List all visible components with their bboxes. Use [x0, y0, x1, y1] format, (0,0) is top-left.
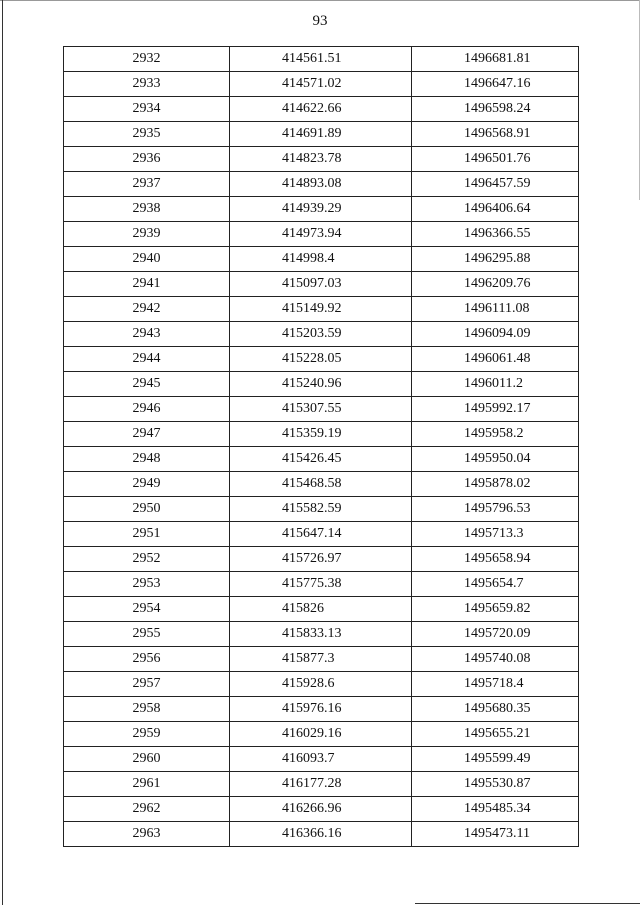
point-number-cell: 2959	[64, 722, 230, 747]
point-number-cell: 2937	[64, 172, 230, 197]
y-coordinate-cell: 1496681.81	[412, 47, 579, 72]
table-row	[64, 297, 579, 322]
table-row	[64, 597, 579, 622]
x-coordinate-cell: 415468.58	[230, 472, 412, 497]
x-coordinate-cell: 415426.45	[230, 447, 412, 472]
x-coordinate-cell: 415203.59	[230, 322, 412, 347]
y-coordinate-cell: 1496295.88	[412, 247, 579, 272]
coordinates-table-body	[64, 47, 579, 847]
table-row	[64, 672, 579, 697]
x-coordinate-cell: 415833.13	[230, 622, 412, 647]
y-coordinate-cell: 1495713.3	[412, 522, 579, 547]
table-row	[64, 622, 579, 647]
y-coordinate-cell: 1496568.91	[412, 122, 579, 147]
table-row	[64, 772, 579, 797]
point-number-cell: 2954	[64, 597, 230, 622]
table-row	[64, 47, 579, 72]
table-row	[64, 447, 579, 472]
y-coordinate-cell: 1496406.64	[412, 197, 579, 222]
y-coordinate-cell: 1495659.82	[412, 597, 579, 622]
x-coordinate-cell: 416177.28	[230, 772, 412, 797]
point-number-cell: 2933	[64, 72, 230, 97]
x-coordinate-cell: 414622.66	[230, 97, 412, 122]
table-row	[64, 497, 579, 522]
table-row	[64, 222, 579, 247]
x-coordinate-cell: 416029.16	[230, 722, 412, 747]
point-number-cell: 2943	[64, 322, 230, 347]
point-number-cell: 2948	[64, 447, 230, 472]
y-coordinate-cell: 1495654.7	[412, 572, 579, 597]
point-number-cell: 2961	[64, 772, 230, 797]
table-row	[64, 372, 579, 397]
x-coordinate-cell: 415307.55	[230, 397, 412, 422]
y-coordinate-cell: 1496011.2	[412, 372, 579, 397]
point-number-cell: 2962	[64, 797, 230, 822]
y-coordinate-cell: 1496094.09	[412, 322, 579, 347]
table-row	[64, 722, 579, 747]
point-number-cell: 2944	[64, 347, 230, 372]
x-coordinate-cell: 414571.02	[230, 72, 412, 97]
table-row	[64, 647, 579, 672]
point-number-cell: 2960	[64, 747, 230, 772]
point-number-cell: 2957	[64, 672, 230, 697]
y-coordinate-cell: 1496366.55	[412, 222, 579, 247]
table-row	[64, 247, 579, 272]
x-coordinate-cell: 415582.59	[230, 497, 412, 522]
x-coordinate-cell: 415647.14	[230, 522, 412, 547]
y-coordinate-cell: 1495655.21	[412, 722, 579, 747]
y-coordinate-cell: 1495485.34	[412, 797, 579, 822]
y-coordinate-cell: 1496457.59	[412, 172, 579, 197]
y-coordinate-cell: 1496598.24	[412, 97, 579, 122]
x-coordinate-cell: 414939.29	[230, 197, 412, 222]
x-coordinate-cell: 415826	[230, 597, 412, 622]
table-row	[64, 547, 579, 572]
table-row	[64, 347, 579, 372]
point-number-cell: 2952	[64, 547, 230, 572]
point-number-cell: 2958	[64, 697, 230, 722]
x-coordinate-cell: 415097.03	[230, 272, 412, 297]
y-coordinate-cell: 1495599.49	[412, 747, 579, 772]
table-row	[64, 822, 579, 847]
table-row	[64, 572, 579, 597]
y-coordinate-cell: 1495720.09	[412, 622, 579, 647]
y-coordinate-cell: 1495796.53	[412, 497, 579, 522]
point-number-cell: 2932	[64, 47, 230, 72]
point-number-cell: 2953	[64, 572, 230, 597]
point-number-cell: 2935	[64, 122, 230, 147]
table-row	[64, 522, 579, 547]
scan-edge-top	[0, 0, 640, 1]
point-number-cell: 2938	[64, 197, 230, 222]
y-coordinate-cell: 1496501.76	[412, 147, 579, 172]
y-coordinate-cell: 1495680.35	[412, 697, 579, 722]
y-coordinate-cell: 1495950.04	[412, 447, 579, 472]
point-number-cell: 2941	[64, 272, 230, 297]
point-number-cell: 2934	[64, 97, 230, 122]
x-coordinate-cell: 415240.96	[230, 372, 412, 397]
y-coordinate-cell: 1495473.11	[412, 822, 579, 847]
point-number-cell: 2949	[64, 472, 230, 497]
x-coordinate-cell: 414973.94	[230, 222, 412, 247]
x-coordinate-cell: 415976.16	[230, 697, 412, 722]
x-coordinate-cell: 414998.4	[230, 247, 412, 272]
x-coordinate-cell: 414893.08	[230, 172, 412, 197]
x-coordinate-cell: 414561.51	[230, 47, 412, 72]
table-row	[64, 322, 579, 347]
x-coordinate-cell: 416266.96	[230, 797, 412, 822]
x-coordinate-cell: 415149.92	[230, 297, 412, 322]
point-number-cell: 2950	[64, 497, 230, 522]
x-coordinate-cell: 415228.05	[230, 347, 412, 372]
point-number-cell: 2936	[64, 147, 230, 172]
x-coordinate-cell: 415359.19	[230, 422, 412, 447]
table-row	[64, 147, 579, 172]
table-row	[64, 72, 579, 97]
x-coordinate-cell: 415775.38	[230, 572, 412, 597]
x-coordinate-cell: 415877.3	[230, 647, 412, 672]
y-coordinate-cell: 1495658.94	[412, 547, 579, 572]
table-row	[64, 397, 579, 422]
y-coordinate-cell: 1496209.76	[412, 272, 579, 297]
table-row	[64, 197, 579, 222]
point-number-cell: 2945	[64, 372, 230, 397]
point-number-cell: 2939	[64, 222, 230, 247]
x-coordinate-cell: 415928.6	[230, 672, 412, 697]
table-row	[64, 472, 579, 497]
x-coordinate-cell: 414823.78	[230, 147, 412, 172]
table-row	[64, 422, 579, 447]
coordinates-table	[63, 46, 579, 847]
x-coordinate-cell: 416093.7	[230, 747, 412, 772]
table-row	[64, 172, 579, 197]
x-coordinate-cell: 415726.97	[230, 547, 412, 572]
y-coordinate-cell: 1496111.08	[412, 297, 579, 322]
point-number-cell: 2955	[64, 622, 230, 647]
table-row	[64, 272, 579, 297]
table-row	[64, 122, 579, 147]
point-number-cell: 2940	[64, 247, 230, 272]
y-coordinate-cell: 1495878.02	[412, 472, 579, 497]
y-coordinate-cell: 1496061.48	[412, 347, 579, 372]
x-coordinate-cell: 414691.89	[230, 122, 412, 147]
y-coordinate-cell: 1495958.2	[412, 422, 579, 447]
y-coordinate-cell: 1496647.16	[412, 72, 579, 97]
scan-edge-left	[2, 0, 3, 905]
table-row	[64, 697, 579, 722]
point-number-cell: 2947	[64, 422, 230, 447]
point-number-cell: 2946	[64, 397, 230, 422]
table-row	[64, 747, 579, 772]
point-number-cell: 2942	[64, 297, 230, 322]
point-number-cell: 2951	[64, 522, 230, 547]
y-coordinate-cell: 1495718.4	[412, 672, 579, 697]
point-number-cell: 2963	[64, 822, 230, 847]
table-row	[64, 797, 579, 822]
scan-edge-bottom	[415, 903, 640, 904]
y-coordinate-cell: 1495740.08	[412, 647, 579, 672]
x-coordinate-cell: 416366.16	[230, 822, 412, 847]
page-number: 93	[312, 13, 328, 29]
y-coordinate-cell: 1495992.17	[412, 397, 579, 422]
y-coordinate-cell: 1495530.87	[412, 772, 579, 797]
point-number-cell: 2956	[64, 647, 230, 672]
table-row	[64, 97, 579, 122]
